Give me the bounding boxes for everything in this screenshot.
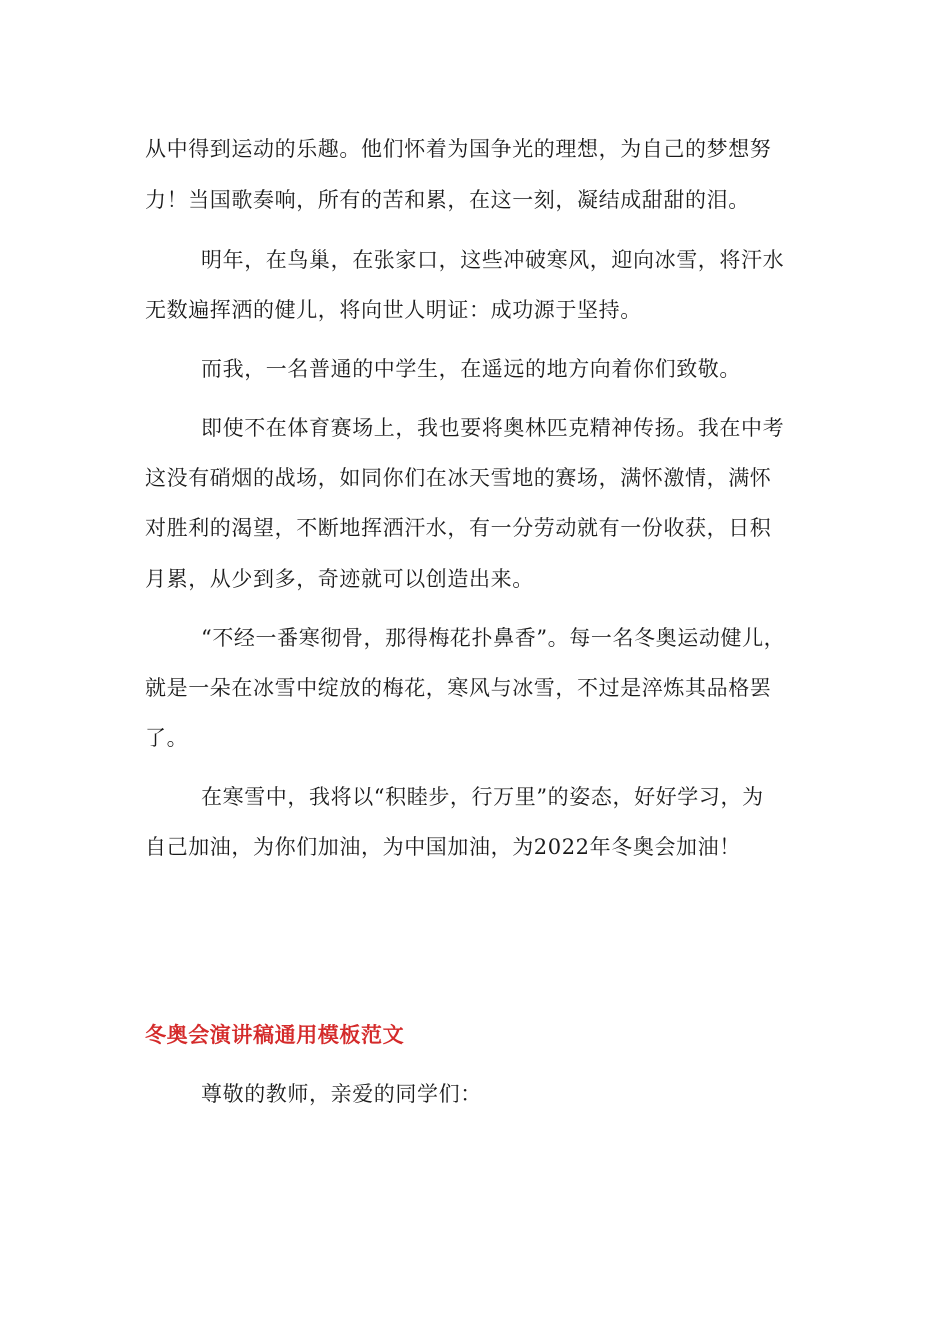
p4-line-4: 月累，从少到多，奇迹就可以创造出来。 [145, 567, 534, 591]
p6-line-2: 自己加油，为你们加油，为中国加油，为2022年冬奥会加油！ [145, 835, 741, 859]
p5-line-1: “不经一番寒彻骨，那得梅花扑鼻香”。每一名冬奥运动健儿， [201, 626, 786, 650]
p1-line-2: 力！当国歌奏响，所有的苦和累，在这一刻，凝结成甜甜的泪。 [145, 188, 750, 212]
section-title: 冬奥会演讲稿通用模板范文 [145, 1022, 405, 1047]
p2-line-2: 无数遍挥洒的健儿，将向世人明证：成功源于坚持。 [145, 298, 642, 322]
p5-line-3: 了。 [145, 726, 189, 750]
p4-line-3: 对胜利的渴望，不断地挥洒汗水，有一分劳动就有一份收获，日积 [145, 516, 772, 540]
p1-line-1: 从中得到运动的乐趣。他们怀着为国争光的理想，为自己的梦想努 [145, 137, 772, 161]
greeting: 尊敬的教师，亲爱的同学们： [201, 1082, 482, 1106]
p4-line-2: 这没有硝烟的战场，如同你们在冰天雪地的赛场，满怀激情，满怀 [145, 466, 772, 490]
p6-line-1: 在寒雪中，我将以“积睦步，行万里”的姿态，好好学习，为 [201, 785, 764, 809]
p5-line-2: 就是一朵在冰雪中绽放的梅花，寒风与冰雪，不过是淬炼其品格罢 [145, 676, 772, 700]
p2-line-1: 明年，在鸟巢，在张家口，这些冲破寒风，迎向冰雪，将汗水 [201, 248, 785, 272]
p3-line-1: 而我，一名普通的中学生，在遥远的地方向着你们致敬。 [201, 357, 741, 381]
p4-line-1: 即使不在体育赛场上，我也要将奥林匹克精神传扬。我在中考 [201, 416, 785, 440]
